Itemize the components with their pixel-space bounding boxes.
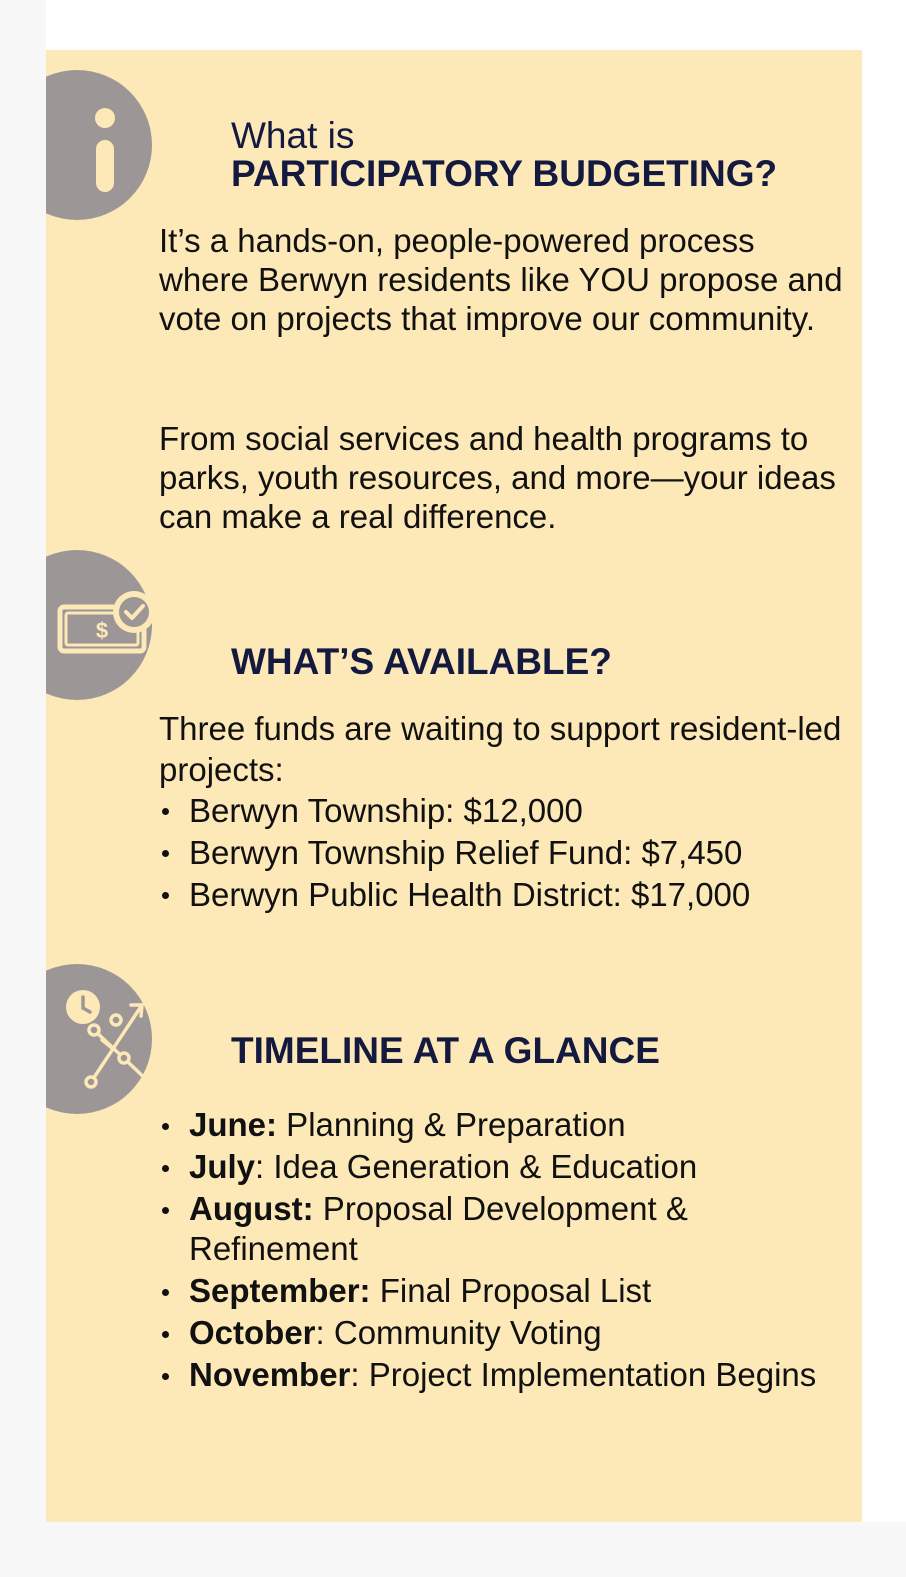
timeline-text: Proposal Development & Refinement [189,1190,688,1267]
top-margin [46,0,906,50]
timeline-text: Planning & Preparation [277,1106,626,1143]
info-card [46,50,862,1522]
svg-text:$: $ [95,618,109,643]
timeline-month: June: [189,1106,278,1143]
section-what-title-prefix: What is [231,115,355,156]
list-item [159,1105,849,1145]
timeline-text: : Idea Generation & Education [255,1148,698,1185]
section-available-intro: Three funds are waiting to support resident-led projects: [159,710,842,788]
section-what-paragraph-1: It’s a hands-on, people-powered process where Berwyn residents like YOU propose and vote on projects that improve our community. [159,222,843,337]
info-icon [46,70,152,220]
list-item: Berwyn Public Health District: $17,000 [159,874,849,916]
timeline-text: : Project Implementation Begins [350,1356,817,1393]
list-item [159,1313,849,1353]
list-item [159,1355,849,1395]
list-item [159,1189,849,1269]
timeline-icon [46,964,152,1114]
timeline-list [159,1105,849,1397]
list-item [159,1271,849,1311]
list-item [159,1147,849,1187]
funds-list [159,790,849,916]
list-item: Berwyn Township: $12,000 [159,790,849,832]
money-check-icon [46,550,152,700]
timeline-month: October [189,1314,316,1351]
timeline-text: : Community Voting [315,1314,602,1351]
section-timeline-title: TIMELINE AT A GLANCE [231,1030,660,1071]
list-item: Berwyn Township Relief Fund: $7,450 [159,832,849,874]
section-what-paragraph-2: From social services and health programs to parks, youth resources, and more—your ideas can make a real difference. [159,420,836,535]
timeline-month: November [189,1356,351,1393]
timeline-text: Final Proposal List [370,1272,652,1309]
timeline-month: August: [189,1190,314,1227]
timeline-month: July [189,1148,256,1185]
timeline-month: September: [189,1272,371,1309]
section-what-title: PARTICIPATORY BUDGETING? [231,153,778,194]
section-available-title: WHAT’S AVAILABLE? [231,641,612,682]
right-margin [862,0,906,1522]
